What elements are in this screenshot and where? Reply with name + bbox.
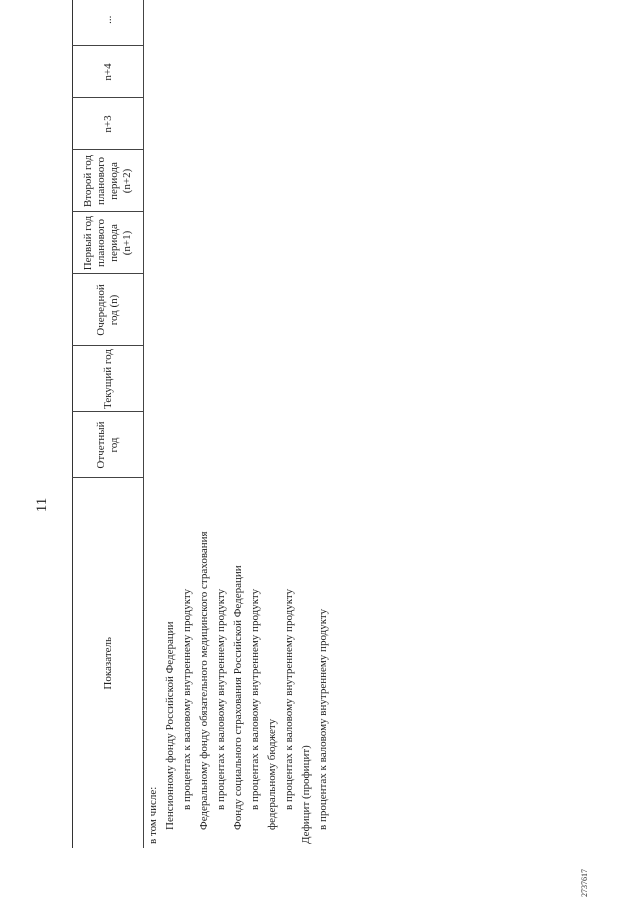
table-row: федеральному бюджету <box>266 718 278 830</box>
page-number: 11 <box>34 497 50 513</box>
table-row: Дефицит (профицит) <box>300 745 312 844</box>
header-plan-year-1: Первый год планового периода (n+1) <box>73 212 144 274</box>
indicator-table <box>72 0 144 848</box>
table-row: в процентах к валовому внутреннему продукту <box>249 588 261 810</box>
table-row: в процентах к валовому внутреннему продукту <box>215 588 227 810</box>
rotated-page <box>0 15 600 905</box>
header-n3: n+3 <box>73 98 144 150</box>
header-next-year: Очередной год (n) <box>73 274 144 346</box>
table-row: Федеральному фонду обязательного медицинского страхования <box>198 531 210 830</box>
table-row: Пенсионному фонду Российской Федерации <box>164 621 176 830</box>
table-row: в том числе: <box>147 786 159 844</box>
document-code: 2737617 <box>580 869 589 897</box>
table-body-rows <box>147 488 334 848</box>
header-indicator: Показатель <box>73 478 144 848</box>
header-reporting-year: Отчетный год <box>73 412 144 478</box>
table-row: в процентах к валовому внутреннему продукту <box>317 608 329 830</box>
table-row: в процентах к валовому внутреннему продукту <box>181 588 193 810</box>
header-plan-year-2: Второй год планового периода (n+2) <box>73 150 144 212</box>
table-header-row <box>73 0 144 848</box>
table-row: Фонду социального страхования Российской Федерации <box>232 565 244 830</box>
table-row: в процентах к валовому внутреннему продукту <box>283 588 295 810</box>
header-current-year: Текущий год <box>73 346 144 412</box>
header-n4: n+4 <box>73 46 144 98</box>
header-more: ... <box>73 0 144 46</box>
